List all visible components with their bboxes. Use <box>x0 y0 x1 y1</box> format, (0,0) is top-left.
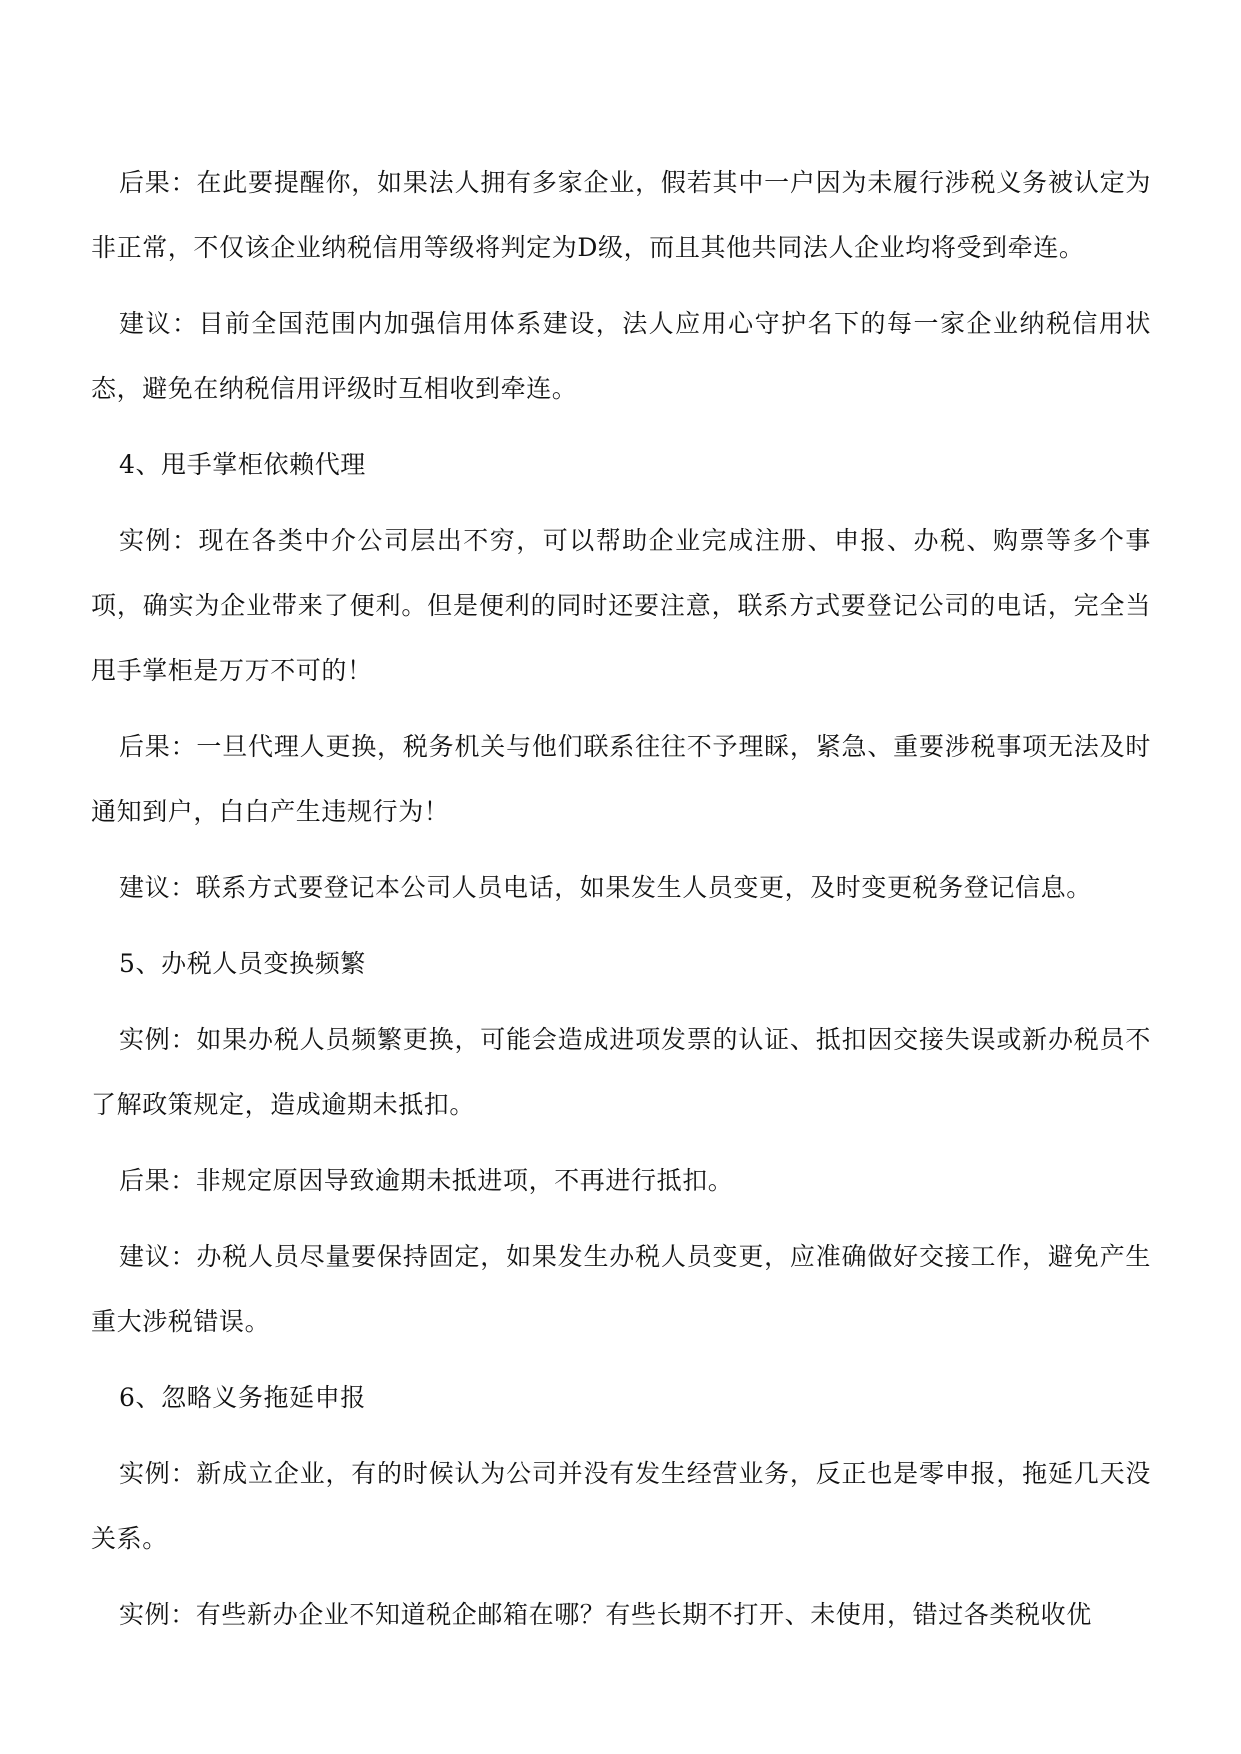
section-heading-5: 5、办税人员变换频繁 <box>119 949 366 978</box>
paragraph-consequence-multi-enterprise: 后果：在此要提醒你，如果法人拥有多家企业，假若其中一户因为未履行涉税义务被认定为非正常，不仅该企业纳税信用等级将判定为D级，而且其他共同法人企业均将受到牵连。 <box>91 168 1151 262</box>
paragraph-example-agent: 实例：现在各类中介公司层出不穷，可以帮助企业完成注册、申报、办税、购票等多个事项，确实为企业带来了便利。但是便利的同时还要注意，联系方式要登记公司的电话，完全当甩手掌柜是万万不可的！ <box>91 526 1151 685</box>
section-heading-6: 6、忽略义务拖延申报 <box>119 1383 366 1412</box>
section-heading-4: 4、甩手掌柜依赖代理 <box>119 450 366 479</box>
paragraph-example-mailbox: 实例：有些新办企业不知道税企邮箱在哪？有些长期不打开、未使用，错过各类税收优 <box>119 1600 1092 1629</box>
paragraph-suggestion-credit: 建议：目前全国范围内加强信用体系建设，法人应用心守护名下的每一家企业纳税信用状态，避免在纳税信用评级时互相收到牵连。 <box>91 309 1151 403</box>
paragraph-consequence-agent: 后果：一旦代理人更换，税务机关与他们联系往往不予理睬，紧急、重要涉税事项无法及时通知到户，白白产生违规行为！ <box>91 732 1151 826</box>
paragraph-example-delay: 实例：新成立企业，有的时候认为公司并没有发生经营业务，反正也是零申报，拖延几天没关系。 <box>91 1459 1151 1553</box>
paragraph-consequence-deduction: 后果：非规定原因导致逾期未抵进项，不再进行抵扣。 <box>119 1166 734 1195</box>
paragraph-example-staff-change: 实例：如果办税人员频繁更换，可能会造成进项发票的认证、抵扣因交接失误或新办税员不了解政策规定，造成逾期未抵扣。 <box>91 1025 1151 1119</box>
document-page <box>91 150 1151 1658</box>
paragraph-suggestion-contact: 建议：联系方式要登记本公司人员电话，如果发生人员变更，及时变更税务登记信息。 <box>119 873 1092 902</box>
paragraph-suggestion-staff: 建议：办税人员尽量要保持固定，如果发生办税人员变更，应准确做好交接工作，避免产生重大涉税错误。 <box>91 1242 1151 1336</box>
